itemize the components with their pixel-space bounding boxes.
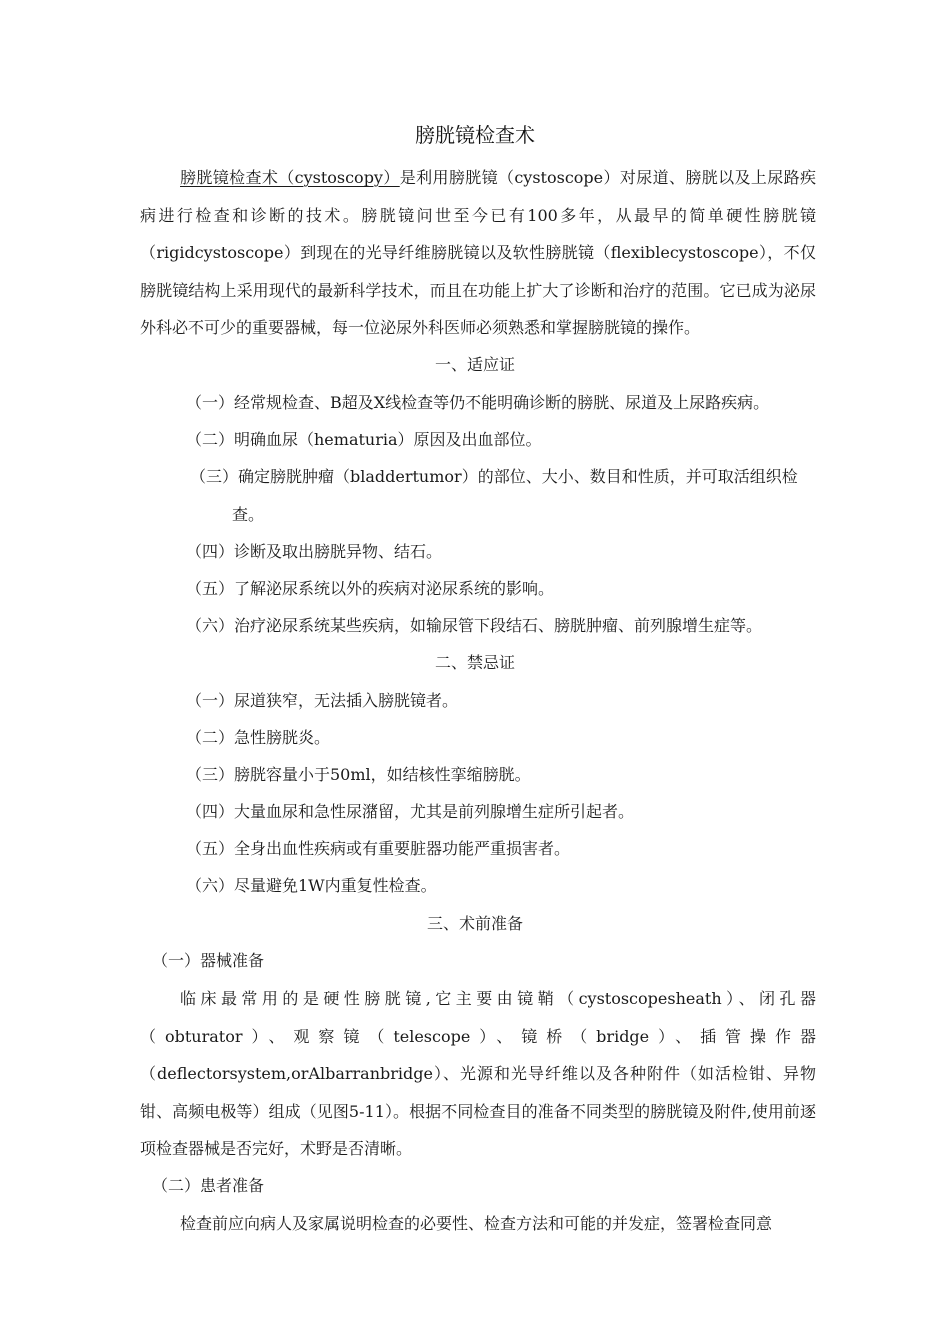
intro-text: 是利用膀胱镜（cystoscope）对尿道、膀胱以及上尿路疾病进行检查和诊断的技术。膀胱镜问世至今已有100多年，从最早的简单硬性膀胱镜（rigidcystoscope）到现在的光导纤维膀胱镜以及软性膀胱镜（flexiblecystoscope），不仅膀胱镜结构上采用现代的最新科学技术，而且在功能上扩大了诊断和治疗的范围。它已成为泌尿外科必不可少的重要器械，每一位泌尿外科医师必须熟悉和掌握膀胱镜的操作。 xyxy=(140,168,816,337)
subsection-heading-instruments: （一）器械准备 xyxy=(152,951,265,970)
section-heading-preparation: 三、术前准备 xyxy=(426,914,523,933)
indication-item-6: （六）治疗泌尿系统某些疾病，如输尿管下段结石、膀胱肿瘤、前列腺增生症等。 xyxy=(186,616,763,635)
contraindication-item-2: （二）急性膀胱炎。 xyxy=(186,728,331,747)
instruments-paragraph: 临床最常用的是硬性膀胱镜,它主要由镜鞘（cystoscopesheath）、闭孔器（obturator）、观察镜（telescope）、镜桥（bridge）、插管操作器（deflectorsystem,orAlbarranbridge）、光源和光导纤维以及各种附件（如活检钳、异物钳、高频电极等）组成（见图5-11）。根据不同检查目的准备不同类型的膀胱镜及附件,使用前逐项检查器械是否完好，术野是否清晰。 xyxy=(140,989,816,1158)
indication-item-4: （四）诊断及取出膀胱异物、结石。 xyxy=(186,542,443,561)
intro-term: 膀胱镜检查术（cystoscopy） xyxy=(180,168,400,187)
indication-item-3-line-1: （三）确定膀胱肿瘤（bladdertumor）的部位、大小、数目和性质，并可取活组织检 xyxy=(190,467,798,486)
contraindication-item-3: （三）膀胱容量小于50ml，如结核性挛缩膀胱。 xyxy=(186,765,531,784)
document-title: 膀胱镜检查术 xyxy=(415,123,535,147)
contraindication-item-4: （四）大量血尿和急性尿潴留，尤其是前列腺增生症所引起者。 xyxy=(186,802,635,821)
section-heading-contraindications: 二、禁忌证 xyxy=(434,653,515,672)
indication-item-2: （二）明确血尿（hematuria）原因及出血部位。 xyxy=(186,430,542,449)
indication-item-3-line-2: 查。 xyxy=(232,504,265,524)
intro-paragraph xyxy=(140,159,816,347)
indication-item-3 xyxy=(190,458,820,533)
subsection-heading-patient: （二）患者准备 xyxy=(152,1176,265,1195)
indication-item-5: （五）了解泌尿系统以外的疾病对泌尿系统的影响。 xyxy=(186,579,555,598)
contraindication-item-5: （五）全身出血性疾病或有重要脏器功能严重损害者。 xyxy=(186,839,571,858)
section-heading-indications: 一、适应证 xyxy=(434,355,515,374)
contraindication-item-6: （六）尽量避免1W内重复性检查。 xyxy=(186,876,437,895)
contraindication-item-1: （一）尿道狭窄，无法插入膀胱镜者。 xyxy=(186,691,459,710)
patient-paragraph: 检查前应向病人及家属说明检查的必要性、检查方法和可能的并发症，签署检查同意 xyxy=(180,1214,773,1233)
indication-item-1: （一）经常规检查、B超及X线检查等仍不能明确诊断的膀胱、尿道及上尿路疾病。 xyxy=(186,393,770,412)
